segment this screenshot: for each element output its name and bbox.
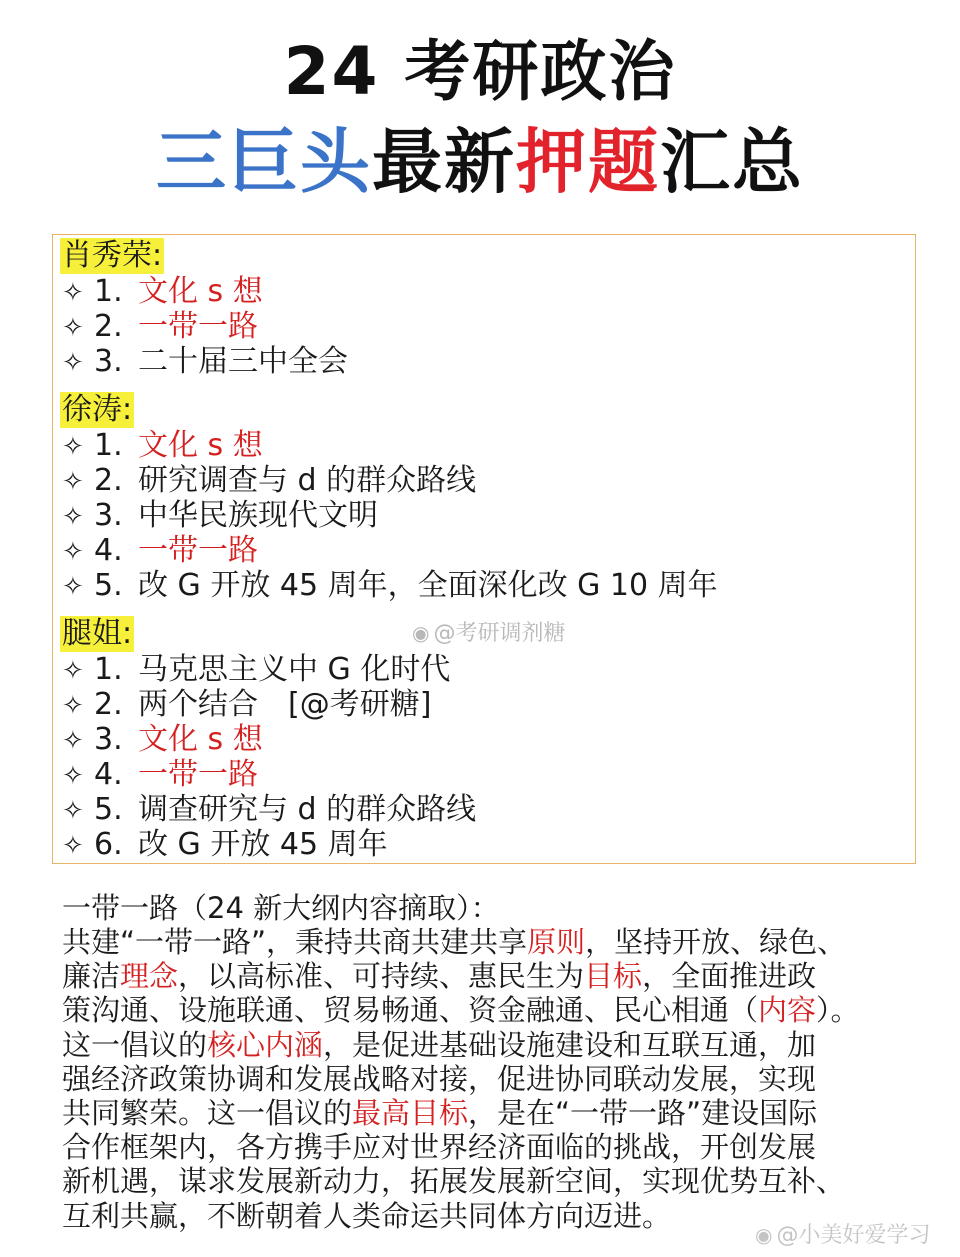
paragraph-text: 互利共赢，不断朝着人类命运共同体方向迈进。 <box>62 1198 672 1233</box>
title-black-part-1: 最新 <box>372 121 516 203</box>
item-number: 5. <box>94 792 123 827</box>
sparkle-icon: ✧ <box>62 656 84 686</box>
sparkle-icon: ✧ <box>62 432 84 462</box>
item-number: 1. <box>94 428 123 463</box>
item-number: 1. <box>94 652 123 687</box>
item-number: 4. <box>94 757 123 792</box>
paragraph-text: 这一倡议的 <box>62 1027 208 1062</box>
paragraph-line <box>62 1028 912 1062</box>
item-text: 一带一路 <box>138 757 258 792</box>
sparkle-icon: ✧ <box>62 761 84 791</box>
item-text: 改 G 开放 45 周年，全面深化改 G 10 周年 <box>138 568 718 603</box>
title-line-2 <box>0 106 960 207</box>
list-item <box>62 757 258 794</box>
paragraph-line <box>62 1130 912 1164</box>
item-number: 3. <box>94 498 123 533</box>
title-black-part-2: 汇总 <box>660 121 804 203</box>
paragraph-body <box>62 925 912 1233</box>
paragraph-text: 合作框架内，各方携手应对世界经济面临的挑战，开创发展 <box>62 1130 817 1165</box>
sparkle-icon: ✧ <box>62 278 84 308</box>
sparkle-icon: ✧ <box>62 348 84 378</box>
item-number: 2. <box>94 463 123 498</box>
list-item <box>62 568 718 605</box>
item-number: 3. <box>94 344 123 379</box>
title-blue-part: 三巨头 <box>156 121 372 203</box>
list-item <box>62 344 348 381</box>
list-item <box>62 274 263 311</box>
item-text: 一带一路 <box>138 309 258 344</box>
highlighted-term: 最高目标 <box>352 1095 469 1130</box>
sparkle-icon: ✧ <box>62 467 84 497</box>
list-item <box>62 309 258 346</box>
paragraph-text: 新机遇，谋求发展新动力，拓展发展新空间，实现优势互补、 <box>62 1164 846 1199</box>
paragraph-text: 共建“一带一路”，秉持共商共建共享 <box>62 925 528 959</box>
paragraph-text: ，是促进基础设施建设和互联互通，加 <box>323 1027 817 1062</box>
title-line-1: 24 考研政治 <box>283 33 677 110</box>
sparkle-icon: ✧ <box>62 313 84 343</box>
item-number: 5. <box>94 568 123 603</box>
paragraph-line <box>62 1096 912 1130</box>
list-item <box>62 428 263 465</box>
paragraph-line <box>62 1062 912 1096</box>
list-item <box>62 827 388 864</box>
highlighted-term: 原则 <box>527 925 586 959</box>
item-text: 一带一路 <box>138 533 258 568</box>
paragraph-line <box>62 959 912 993</box>
list-item <box>62 687 431 724</box>
watermark-center <box>412 616 565 647</box>
item-text: 马克思主义中 G 化时代 <box>138 652 451 687</box>
section-name: 徐涛: <box>62 392 133 427</box>
paragraph-text: 廉洁 <box>62 959 121 994</box>
weibo-icon: ◉ <box>412 621 430 645</box>
item-text: 文化 s 想 <box>138 722 263 757</box>
paragraph-title: 一带一路（24 新大纲内容摘取）： <box>62 891 500 925</box>
list-item <box>62 652 450 689</box>
item-text: 改 G 开放 45 周年 <box>138 827 388 862</box>
paragraph-text: ，以高标准、可持续、惠民生为 <box>178 959 585 994</box>
watermark-center-text: @考研调剂糖 <box>433 621 566 646</box>
paragraph-text: ，是在“一带一路”建设国际 <box>468 1095 818 1130</box>
list-item <box>62 533 258 570</box>
list-item <box>62 722 263 759</box>
sparkle-icon: ✧ <box>62 537 84 567</box>
section-name: 腿姐: <box>62 616 133 651</box>
item-text: 文化 s 想 <box>138 274 263 309</box>
watermark-bottom-text: @小美好爱学习 <box>776 1223 931 1248</box>
item-text: 研究调查与 d 的群众路线 <box>138 463 477 498</box>
list-item <box>62 792 476 829</box>
item-text: 二十届三中全会 <box>138 344 348 379</box>
item-text: 调查研究与 d 的群众路线 <box>138 792 477 827</box>
sparkle-icon: ✧ <box>62 726 84 756</box>
item-text: 两个结合 [@考研糖] <box>138 687 432 722</box>
title-red-part: 押题 <box>516 121 660 203</box>
sparkle-icon: ✧ <box>62 831 84 861</box>
highlighted-term: 目标 <box>584 959 643 994</box>
paragraph-text: ，坚持开放、绿色、 <box>585 925 847 959</box>
sparkle-icon: ✧ <box>62 796 84 826</box>
weibo-icon: ◉ <box>755 1223 773 1247</box>
paragraph-text: ）。 <box>816 993 860 1028</box>
list-item <box>62 463 476 500</box>
item-number: 3. <box>94 722 123 757</box>
highlighted-term: 内容 <box>758 993 817 1028</box>
paragraph-text: 强经济政策协调和发展战略对接，促进协同联动发展，实现 <box>62 1061 817 1096</box>
highlighted-term: 理念 <box>120 959 179 994</box>
paragraph-line <box>62 993 912 1027</box>
paragraph-line <box>62 1164 912 1198</box>
sparkle-icon: ✧ <box>62 572 84 602</box>
sparkle-icon: ✧ <box>62 502 84 532</box>
watermark-bottom <box>755 1218 930 1249</box>
item-number: 4. <box>94 533 123 568</box>
list-item <box>62 498 378 535</box>
paragraph-text: ，全面推进政 <box>642 959 817 994</box>
section-name: 肖秀荣: <box>62 238 163 273</box>
paragraph-text: 共同繁荣。这一倡议的 <box>62 1095 353 1130</box>
paragraph-line <box>62 925 912 959</box>
item-number: 1. <box>94 274 123 309</box>
item-text: 文化 s 想 <box>138 428 263 463</box>
item-number: 6. <box>94 827 123 862</box>
sparkle-icon: ✧ <box>62 691 84 721</box>
item-number: 2. <box>94 687 123 722</box>
paragraph-text: 策沟通、设施联通、贸易畅通、资金融通、民心相通（ <box>62 993 759 1028</box>
highlighted-term: 核心内涵 <box>207 1027 324 1062</box>
item-text: 中华民族现代文明 <box>138 498 378 533</box>
item-number: 2. <box>94 309 123 344</box>
